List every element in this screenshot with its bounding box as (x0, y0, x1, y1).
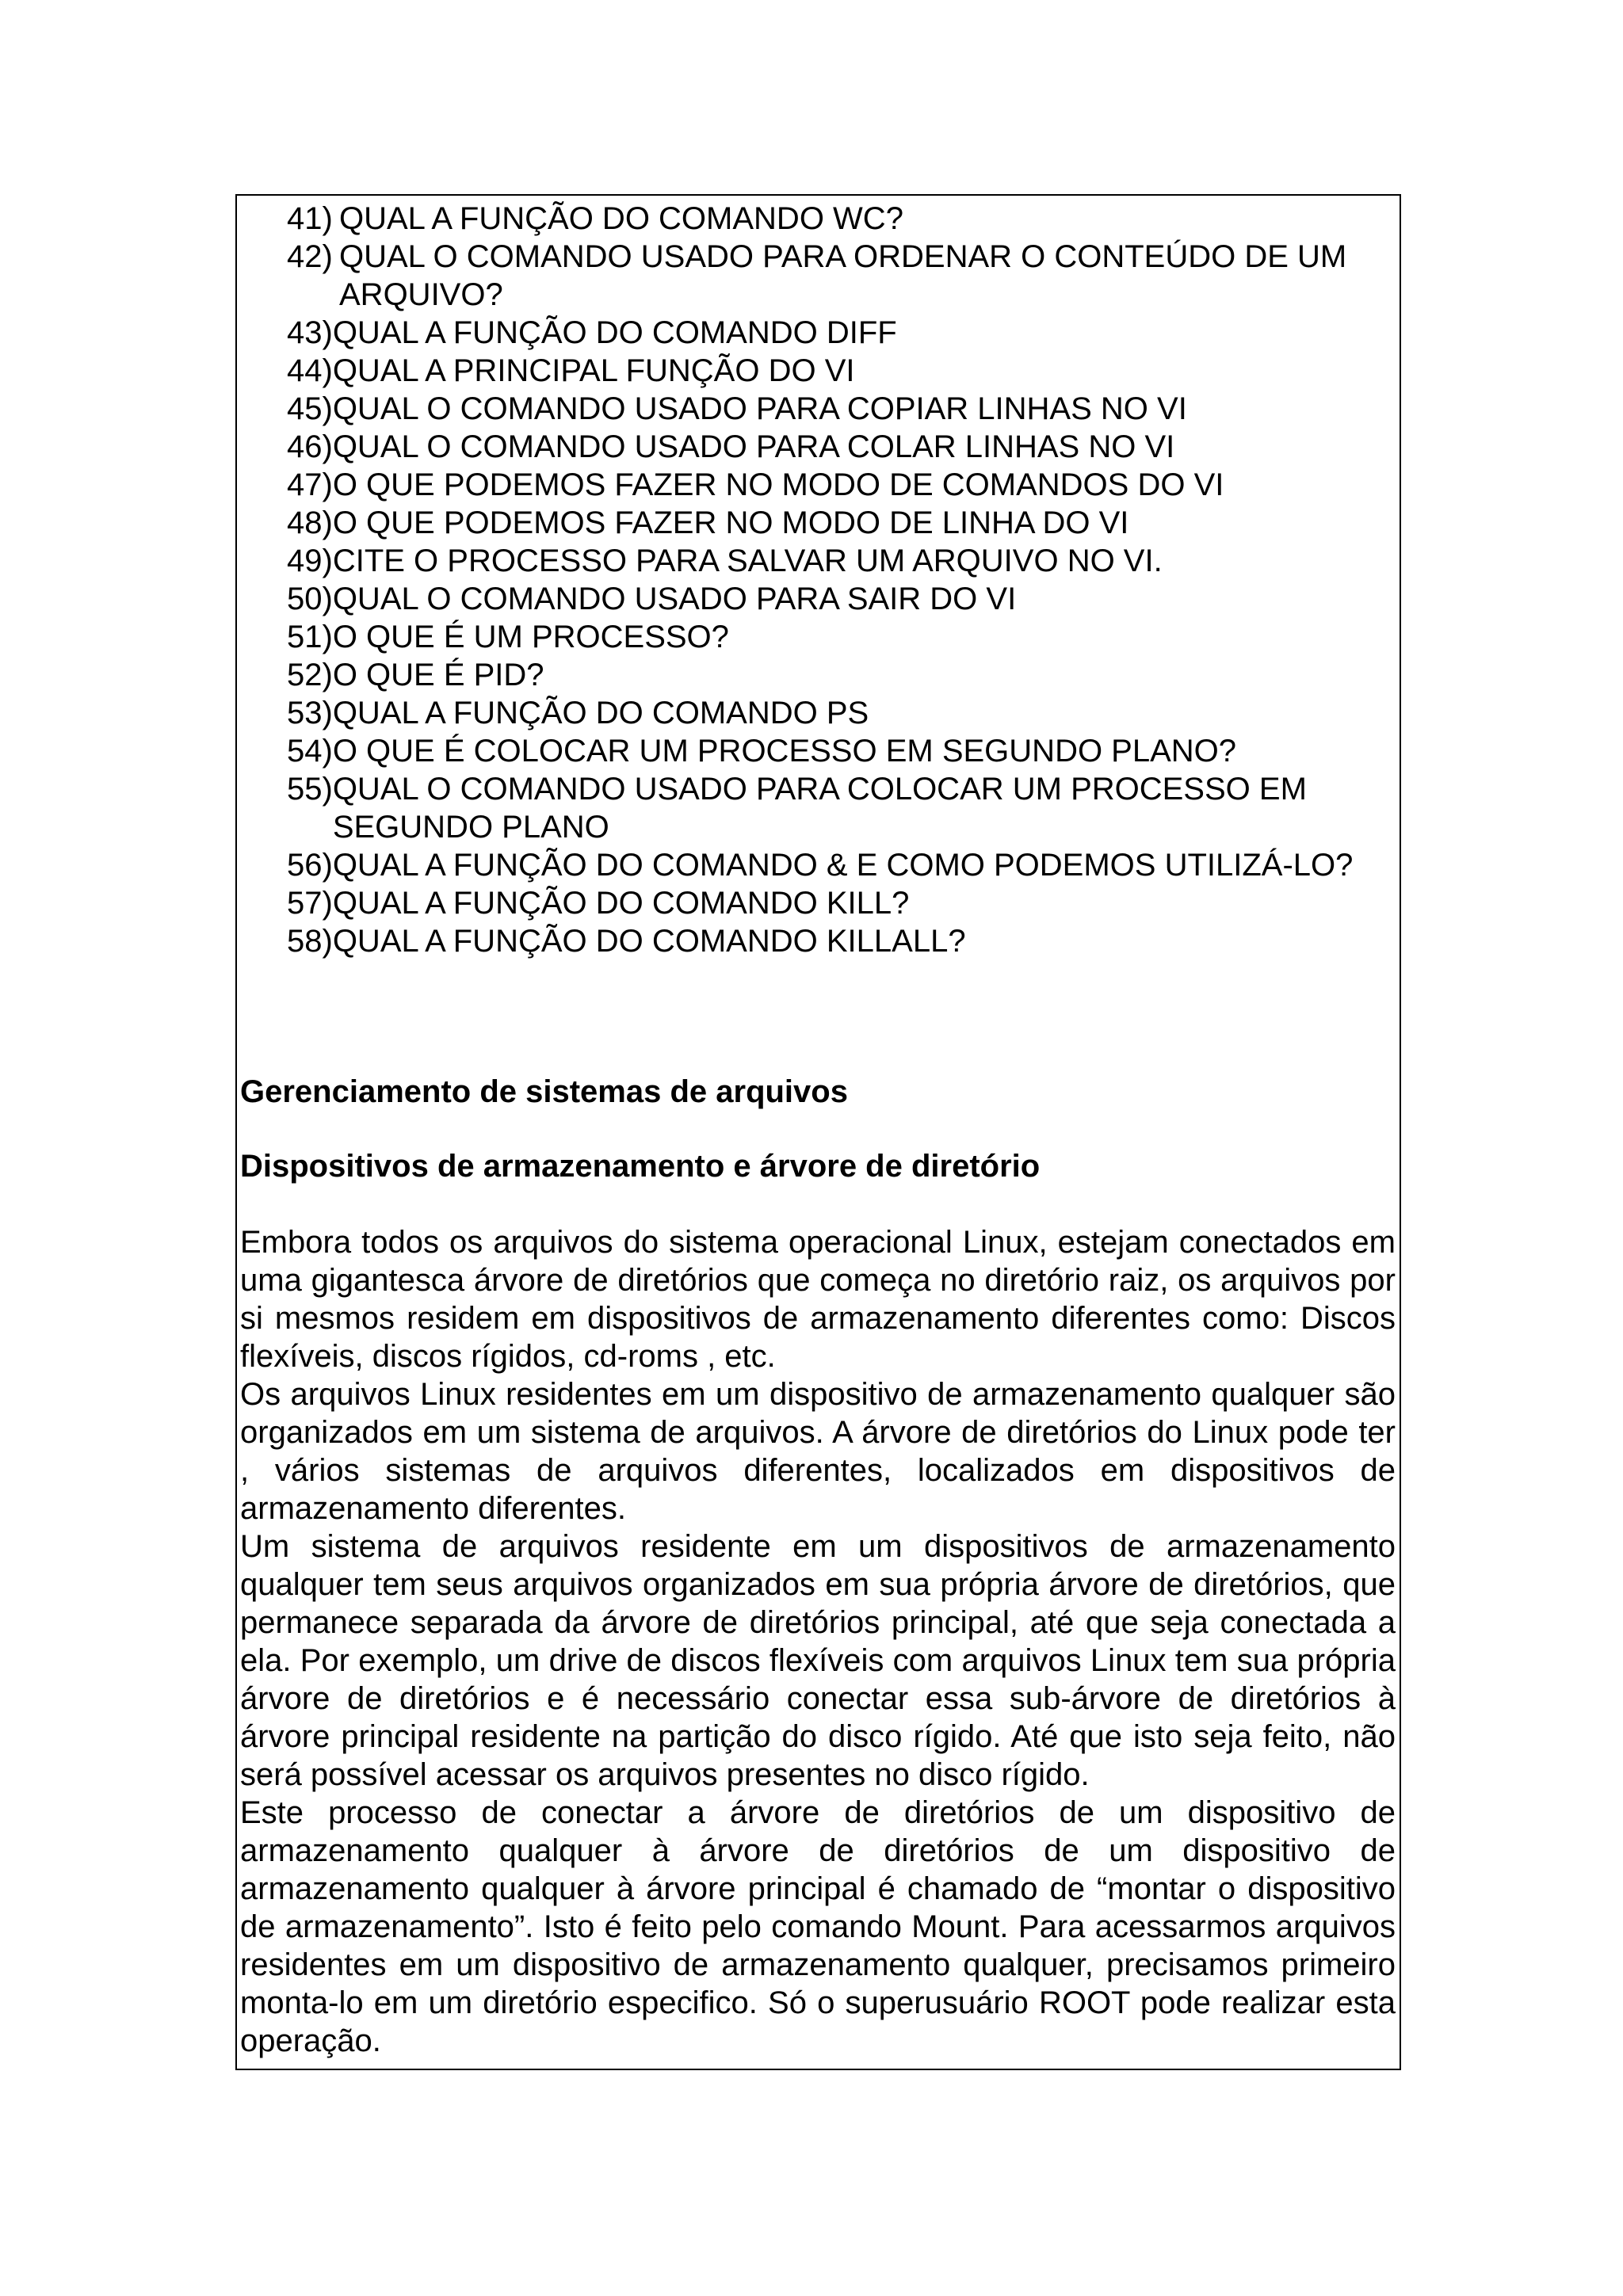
question-item (287, 580, 1388, 618)
question-text: O QUE É UM PROCESSO? (332, 620, 729, 654)
paragraph: Este processo de conectar a árvore de diretórios de um dispositivo de armazenamento qualquer à árvore de diretórios de um dispositivo de armazenamento qualquer à árvore principal é chamado de “montar o dispositivo de armazenamento”. Isto é feito pelo comando Mount. Para acessarmos arquivos residentes em um dispositivo de armazenamento qualquer, precisamos primeiro monta-lo em um diretório especifico. Só o superusuário ROOT pode realizar esta operação. (240, 1795, 1396, 2058)
question-number: 58) (287, 924, 333, 959)
question-item (287, 884, 1388, 922)
question-text: QUAL A FUNÇÃO DO COMANDO WC? (339, 201, 903, 236)
question-text: QUAL A FUNÇÃO DO COMANDO PS (332, 696, 869, 730)
paragraph: Um sistema de arquivos residente em um dispositivos de armazenamento qualquer tem seus arquivos organizados em sua própria árvore de diretórios, que permanece separada da árvore de diretórios principal, até que seja conectada a ela. Por exemplo, um drive de discos flexíveis com arquivos Linux tem sua própria árvore de diretórios e é necessário conectar essa sub-árvore de diretórios à árvore principal residente na partição do disco rígido. Até que isto seja feito, não será possível acessar os arquivos presentes no disco rígido. (240, 1529, 1396, 1792)
question-text: QUAL A PRINCIPAL FUNÇÃO DO VI (332, 353, 855, 388)
question-number: 46) (287, 429, 333, 464)
question-item (287, 504, 1388, 542)
question-text: CITE O PROCESSO PARA SALVAR UM ARQUIVO NO VI. (332, 543, 1163, 578)
paragraph: Embora todos os arquivos do sistema operacional Linux, estejam conectados em uma gigantesca árvore de diretórios que começa no diretório raiz, os arquivos por si mesmos residem em dispositivos de armazenamento diferentes como: Discos flexíveis, discos rígidos, cd-roms , etc. (240, 1225, 1396, 1374)
question-item (287, 732, 1388, 770)
question-item (287, 352, 1388, 390)
body-text (240, 1223, 1396, 2060)
question-text: QUAL A FUNÇÃO DO COMANDO KILLALL? (332, 924, 966, 959)
question-text: QUAL O COMANDO USADO PARA COPIAR LINHAS NO VI (332, 391, 1187, 426)
question-item (287, 922, 1388, 960)
subsection-title: Dispositivos de armazenamento e árvore de diretório (240, 1149, 1041, 1184)
question-item (287, 846, 1388, 884)
question-item (287, 200, 1388, 238)
question-text: O QUE PODEMOS FAZER NO MODO DE LINHA DO VI (332, 505, 1129, 540)
question-number: 42) (287, 239, 342, 274)
question-text: QUAL A FUNÇÃO DO COMANDO & E COMO PODEMOS UTILIZÁ-LO? (332, 848, 1354, 883)
question-text: QUAL O COMANDO USADO PARA SAIR DO VI (332, 582, 1017, 616)
paragraph: Os arquivos Linux residentes em um dispositivo de armazenamento qualquer são organizados em um sistema de arquivos. A árvore de diretórios do Linux pode ter , vários sistemas de arquivos diferentes, localizados em dispositivos de armazenamento diferentes. (240, 1377, 1396, 1526)
question-text: QUAL A FUNÇÃO DO COMANDO DIFF (332, 315, 897, 350)
question-number: 57) (287, 886, 333, 921)
question-text: QUAL A FUNÇÃO DO COMANDO KILL? (332, 886, 910, 921)
question-item (287, 618, 1388, 656)
question-item (287, 390, 1388, 428)
question-number: 48) (287, 505, 333, 540)
question-item (287, 314, 1388, 352)
question-text: O QUE É PID? (332, 658, 544, 692)
question-number: 54) (287, 734, 333, 769)
question-item (287, 428, 1388, 466)
question-number: 51) (287, 620, 333, 654)
question-text: O QUE É COLOCAR UM PROCESSO EM SEGUNDO PLANO? (332, 734, 1237, 769)
question-number: 56) (287, 848, 333, 883)
question-number: 53) (287, 696, 333, 730)
question-text: O QUE PODEMOS FAZER NO MODO DE COMANDOS DO VI (332, 467, 1224, 502)
question-number: 52) (287, 658, 333, 692)
question-number: 45) (287, 391, 333, 426)
question-item (287, 770, 1388, 846)
question-item (287, 238, 1388, 314)
question-number: 41) (287, 201, 342, 236)
question-list (287, 200, 1388, 960)
question-number: 49) (287, 543, 333, 578)
question-item (287, 656, 1388, 694)
section-title: Gerenciamento de sistemas de arquivos (240, 1074, 848, 1109)
question-text: QUAL O COMANDO USADO PARA COLAR LINHAS NO VI (332, 429, 1175, 464)
question-number: 44) (287, 353, 333, 388)
question-item (287, 694, 1388, 732)
question-text: QUAL O COMANDO USADO PARA ORDENAR O CONTEÚDO DE UM ARQUIVO? (339, 239, 1347, 312)
question-number: 55) (287, 772, 333, 807)
question-number: 43) (287, 315, 333, 350)
question-number: 50) (287, 582, 333, 616)
question-number: 47) (287, 467, 333, 502)
question-text: QUAL O COMANDO USADO PARA COLOCAR UM PROCESSO EM SEGUNDO PLANO (332, 772, 1307, 845)
question-item (287, 542, 1388, 580)
question-item (287, 466, 1388, 504)
